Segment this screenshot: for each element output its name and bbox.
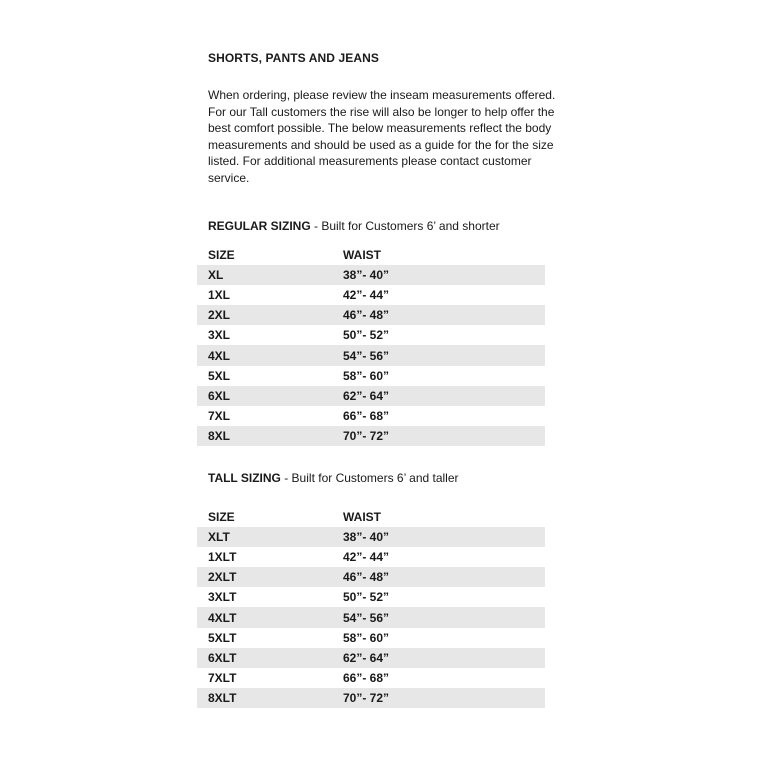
waist-cell: 66”- 68” bbox=[343, 408, 390, 423]
waist-cell: 54”- 56” bbox=[343, 348, 390, 363]
size-cell: 2XLT bbox=[208, 570, 237, 585]
waist-cell: 42”- 44” bbox=[343, 550, 390, 565]
waist-cell: 62”- 64” bbox=[343, 388, 390, 403]
table-row bbox=[197, 607, 545, 627]
size-cell: 4XL bbox=[208, 348, 231, 363]
column-header-size: SIZE bbox=[208, 248, 235, 263]
waist-cell: 70”- 72” bbox=[343, 690, 390, 705]
table-row bbox=[197, 345, 545, 365]
size-cell: 8XLT bbox=[208, 690, 237, 705]
table-row bbox=[197, 265, 545, 285]
size-cell: 1XL bbox=[208, 288, 231, 303]
table-row bbox=[197, 285, 545, 305]
table-row bbox=[197, 648, 545, 668]
size-cell: 2XL bbox=[208, 308, 231, 323]
size-cell: 1XLT bbox=[208, 550, 237, 565]
table-row bbox=[197, 668, 545, 688]
size-cell: 6XL bbox=[208, 388, 231, 403]
waist-cell: 62”- 64” bbox=[343, 650, 390, 665]
intro-paragraph: When ordering, please review the inseam measurements offered. For our Tall customers the rise will also be longer to help offer the best comfort possible. The below measurements reflect the body measurements and should be used as a guide for the for the size listed. For additional measurements please contact customer service. bbox=[208, 88, 556, 185]
table-row bbox=[197, 628, 545, 648]
regular-sizing-heading bbox=[208, 219, 500, 233]
size-cell: 5XLT bbox=[208, 630, 237, 645]
size-cell: 6XLT bbox=[208, 650, 237, 665]
column-header-waist: WAIST bbox=[343, 248, 381, 263]
waist-cell: 38”- 40” bbox=[343, 530, 390, 545]
table-header bbox=[197, 507, 545, 527]
size-cell: 7XLT bbox=[208, 670, 237, 685]
waist-cell: 50”- 52” bbox=[343, 328, 390, 343]
size-cell: 8XL bbox=[208, 428, 231, 443]
size-cell: 5XL bbox=[208, 368, 231, 383]
column-header-waist: WAIST bbox=[343, 510, 381, 525]
table-row bbox=[197, 386, 545, 406]
size-cell: 7XL bbox=[208, 408, 231, 423]
tall-heading-title: TALL SIZING bbox=[208, 471, 281, 485]
waist-cell: 46”- 48” bbox=[343, 570, 390, 585]
table-row bbox=[197, 567, 545, 587]
table-row bbox=[197, 305, 545, 325]
waist-cell: 66”- 68” bbox=[343, 670, 390, 685]
tall-heading-subtitle: - Built for Customers 6’ and taller bbox=[280, 471, 459, 485]
waist-cell: 38”- 40” bbox=[343, 268, 390, 283]
size-cell: 3XL bbox=[208, 328, 231, 343]
tall-sizing-heading bbox=[208, 471, 459, 485]
regular-heading-title: REGULAR SIZING bbox=[208, 219, 311, 233]
waist-cell: 58”- 60” bbox=[343, 368, 390, 383]
table-row bbox=[197, 366, 545, 386]
table-row bbox=[197, 547, 545, 567]
table-row bbox=[197, 527, 545, 547]
tall-size-table bbox=[197, 507, 545, 708]
size-cell: XL bbox=[208, 268, 224, 283]
waist-cell: 50”- 52” bbox=[343, 590, 390, 605]
table-row bbox=[197, 587, 545, 607]
table-row bbox=[197, 426, 545, 446]
waist-cell: 70”- 72” bbox=[343, 428, 390, 443]
table-row bbox=[197, 688, 545, 708]
waist-cell: 42”- 44” bbox=[343, 288, 390, 303]
regular-size-table bbox=[197, 245, 545, 446]
column-header-size: SIZE bbox=[208, 510, 235, 525]
size-cell: XLT bbox=[208, 530, 230, 545]
waist-cell: 46”- 48” bbox=[343, 308, 390, 323]
table-row bbox=[197, 325, 545, 345]
page-title: SHORTS, PANTS AND JEANS bbox=[208, 51, 379, 65]
table-header bbox=[197, 245, 545, 265]
size-cell: 3XLT bbox=[208, 590, 237, 605]
table-row bbox=[197, 406, 545, 426]
waist-cell: 54”- 56” bbox=[343, 610, 390, 625]
size-cell: 4XLT bbox=[208, 610, 237, 625]
regular-heading-subtitle: - Built for Customers 6’ and shorter bbox=[310, 219, 500, 233]
waist-cell: 58”- 60” bbox=[343, 630, 390, 645]
